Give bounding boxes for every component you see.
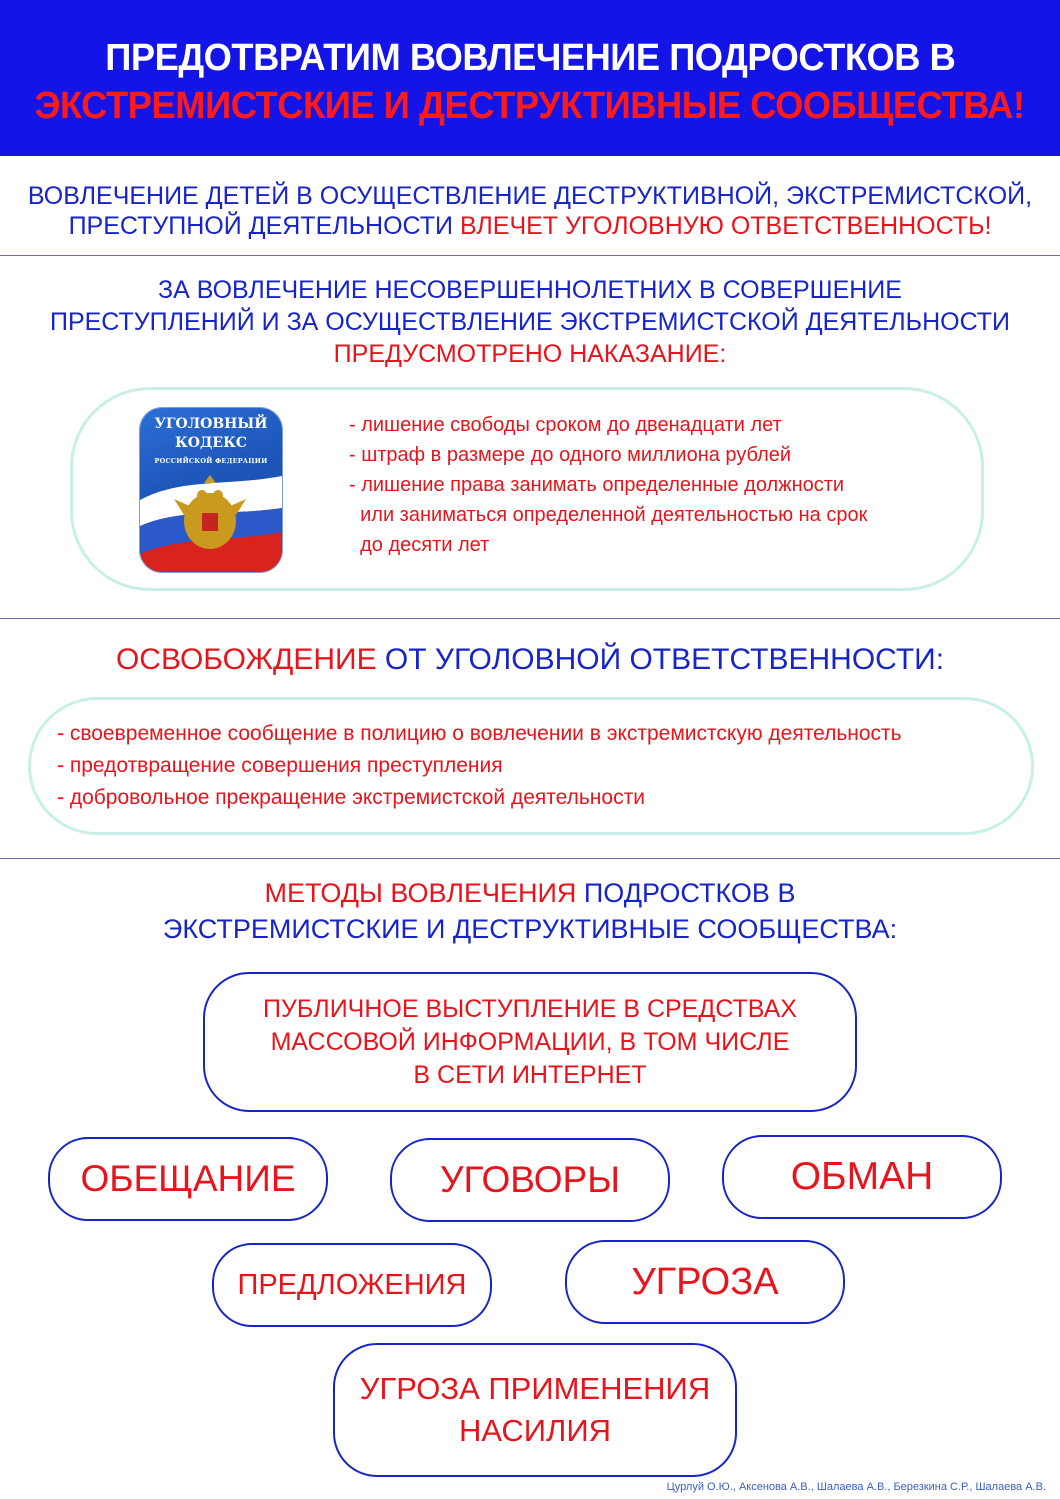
header-title-line1: ПРЕДОТВРАТИМ ВОВЛЕЧЕНИЕ ПОДРОСТКОВ В: [105, 37, 955, 79]
intro-line2: [0, 210, 1060, 242]
divider: [0, 858, 1060, 859]
divider: [0, 255, 1060, 256]
intro-line2-blue: ПРЕСТУПНОЙ ДЕЯТЕЛЬНОСТИ: [68, 212, 460, 240]
methods-heading-red: МЕТОДЫ ВОВЛЕЧЕНИЯ: [264, 878, 577, 908]
method-public-speech: [203, 972, 857, 1112]
book-subtitle: РОССИЙСКОЙ ФЕДЕРАЦИИ: [154, 457, 268, 465]
method-threat-label: УГРОЗА: [631, 1260, 779, 1303]
penalty-item: - лишение права занимать определенные должности: [349, 474, 845, 496]
book-title-line2: КОДЕКС: [175, 435, 247, 451]
release-heading: [0, 642, 1060, 678]
flag-emblem-icon: [140, 408, 282, 572]
penalty-heading-line3: ПРЕДУСМОТРЕНО НАКАЗАНИЕ:: [333, 340, 727, 368]
penalty-heading-line2: ПРЕСТУПЛЕНИЙ И ЗА ОСУЩЕСТВЛЕНИЕ ЭКСТРЕМИСТСКОЙ ДЕЯТЕЛЬНОСТИ: [49, 308, 1011, 336]
method-promise: [48, 1137, 328, 1221]
method-offers-label: ПРЕДЛОЖЕНИЯ: [237, 1268, 467, 1301]
release-item: - предотвращение совершения преступления: [57, 754, 503, 777]
method-promise-label: ОБЕЩАНИЕ: [80, 1158, 296, 1199]
release-item: - своевременное сообщение в полицию о вовлечении в экстремистскую деятельность: [57, 722, 902, 745]
method-offers: [212, 1243, 492, 1327]
penalty-heading-line1: ЗА ВОВЛЕЧЕНИЕ НЕСОВЕРШЕННОЛЕТНИХ В СОВЕРШЕНИЕ: [158, 276, 902, 304]
method-public-line1: ПУБЛИЧНОЕ ВЫСТУПЛЕНИЕ В СРЕДСТВАХ: [263, 994, 797, 1023]
methods-heading-line1: [0, 876, 1060, 910]
intro-line2-red: ВЛЕЧЕТ УГОЛОВНУЮ ОТВЕТСТВЕННОСТЬ!: [459, 212, 992, 240]
release-heading-red: ОСВОБОЖДЕНИЕ: [115, 643, 377, 676]
criminal-code-book-image: [140, 408, 282, 572]
method-violence-line1: УГРОЗА ПРИМЕНЕНИЯ: [359, 1371, 711, 1406]
method-persuasion-label: УГОВОРЫ: [440, 1159, 620, 1200]
intro-line1: ВОВЛЕЧЕНИЕ ДЕТЕЙ В ОСУЩЕСТВЛЕНИЕ ДЕСТРУКТИВНОЙ, ЭКСТРЕМИСТСКОЙ,: [27, 182, 1033, 210]
methods-heading-blue: ПОДРОСТКОВ В: [576, 878, 796, 908]
release-list: [57, 718, 902, 814]
divider: [0, 618, 1060, 619]
penalty-item: до десяти лет: [349, 534, 490, 556]
method-threat: [565, 1240, 845, 1324]
penalty-item: - штраф в размере до одного миллиона рублей: [349, 444, 792, 466]
penalty-item: или заниматься определенной деятельностью на срок: [349, 504, 868, 526]
book-title-line1: УГОЛОВНЫЙ: [154, 416, 268, 432]
method-deception: [722, 1135, 1002, 1219]
method-public-line2: МАССОВОЙ ИНФОРМАЦИИ, В ТОМ ЧИСЛЕ: [270, 1027, 790, 1056]
method-violence-line2: НАСИЛИЯ: [458, 1413, 612, 1448]
footer-credits: Цурлуй О.Ю., Аксенова А.В., Шалаева А.В., Березкина С.Р., Шалаева А.В.: [666, 1481, 1046, 1493]
methods-heading-line2: ЭКСТРЕМИСТСКИЕ И ДЕСТРУКТИВНЫЕ СООБЩЕСТВА:: [162, 914, 898, 944]
method-persuasion: [390, 1138, 670, 1222]
header-title-line2: ЭКСТРЕМИСТСКИЕ И ДЕСТРУКТИВНЫЕ СООБЩЕСТВА!: [34, 85, 1025, 127]
method-deception-label: ОБМАН: [790, 1155, 934, 1198]
method-public-line3: В СЕТИ ИНТЕРНЕТ: [413, 1060, 647, 1089]
method-violence-threat: [333, 1343, 737, 1477]
release-item: - добровольное прекращение экстремистской деятельности: [57, 786, 645, 809]
release-heading-blue: ОТ УГОЛОВНОЙ ОТВЕТСТВЕННОСТИ:: [376, 643, 945, 676]
penalty-list: [349, 410, 867, 560]
penalty-item: - лишение свободы сроком до двенадцати лет: [349, 414, 782, 436]
header-banner: [0, 0, 1060, 156]
